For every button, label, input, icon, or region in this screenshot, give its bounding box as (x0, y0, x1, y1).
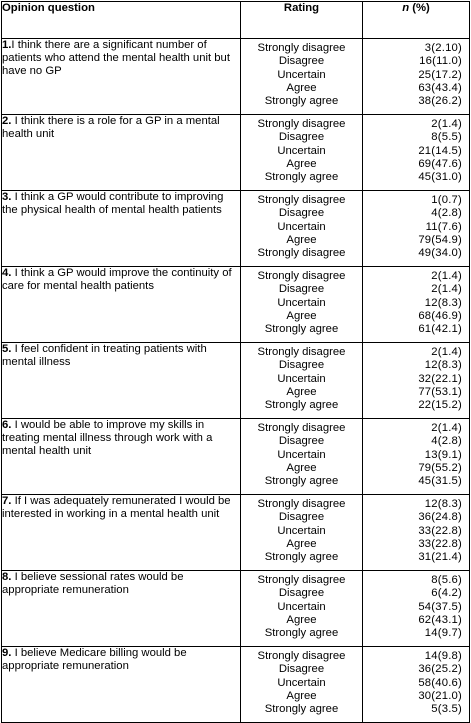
rating-label: Agree (286, 157, 317, 170)
n-percent-value: 49(34.0) (418, 247, 462, 260)
rating-label: Agree (286, 385, 317, 398)
n-percent-value: 2(1.4) (431, 422, 462, 434)
rating-label: Strongly agree (264, 171, 339, 184)
rating-label: Strongly disagree (257, 42, 346, 54)
n-percent-value: 2(1.4) (431, 270, 462, 282)
rating-label: Uncertain (277, 676, 326, 689)
opinion-question-cell (2, 571, 241, 647)
rating-label: Agree (286, 613, 317, 626)
rating-label: Disagree (278, 131, 325, 144)
n-percent-value: 79(54.9) (418, 233, 462, 246)
n-percent-value: 61(42.1) (418, 323, 462, 336)
n-percent-value: 3(2.10) (424, 42, 462, 54)
rating-label: Strongly agree (264, 399, 339, 412)
rating-label: Uncertain (277, 448, 326, 461)
n-percent-value: 21(14.5) (418, 144, 462, 157)
rating-label: Disagree (278, 283, 325, 296)
n-percent-value: 79(55.2) (418, 461, 462, 474)
opinion-table (1, 1, 470, 723)
question-text: I believe sessional rates would be appropriate remuneration (2, 571, 184, 596)
rating-label: Uncertain (277, 600, 326, 613)
opinion-question-cell (2, 647, 241, 723)
question-number: 6. (2, 419, 12, 431)
n-percent-value: 77(53.1) (418, 385, 462, 398)
n-percent-value: 33(22.8) (418, 537, 462, 550)
rating-label: Strongly disagree (257, 422, 346, 434)
n-percent-value: 62(43.1) (418, 613, 462, 626)
rating-label: Strongly disagree (257, 574, 346, 586)
n-percent-value: 4(2.8) (431, 207, 462, 220)
n-percent-value: 58(40.6) (418, 676, 462, 689)
question-text: I think a GP would improve the continuity of care for mental health patients (2, 267, 232, 292)
header-n-percent (363, 2, 470, 39)
n-percent-value: 69(47.6) (418, 157, 462, 170)
header-n: n (402, 2, 410, 14)
n-percent-value: 30(21.0) (418, 689, 462, 702)
rating-label: Strongly agree (264, 475, 339, 488)
n-percent-value: 2(1.4) (431, 346, 462, 358)
rating-cell (241, 343, 363, 419)
question-text: I believe Medicare billing would be appropriate remuneration (2, 647, 187, 672)
n-percent-value: 54(37.5) (418, 600, 462, 613)
rating-label: Agree (286, 233, 317, 246)
rating-label: Disagree (278, 55, 325, 68)
table-row (2, 343, 470, 419)
table-row (2, 115, 470, 191)
n-percent-value: 45(31.5) (418, 475, 462, 488)
rating-cell (241, 191, 363, 267)
question-text: If I was adequately remunerated I would be interested in working in a mental health unit (2, 495, 231, 520)
n-percent-cell (363, 419, 470, 495)
n-percent-cell (363, 647, 470, 723)
question-text: I feel confident in treating patients with mental illness (2, 343, 207, 368)
n-percent-cell (363, 115, 470, 191)
rating-label: Strongly agree (264, 323, 339, 336)
rating-cell (241, 39, 363, 115)
opinion-question-cell (2, 495, 241, 571)
table-row (2, 191, 470, 267)
question-number: 4. (2, 267, 12, 279)
n-percent-value: 11(7.6) (425, 220, 462, 233)
n-percent-value: 63(43.4) (418, 81, 462, 94)
rating-cell (241, 647, 363, 723)
rating-label: Uncertain (277, 372, 326, 385)
opinion-question-cell (2, 267, 241, 343)
n-percent-value: 14(9.7) (424, 627, 462, 640)
question-text: I think there is a role for a GP in a mental health unit (2, 115, 220, 140)
n-percent-value: 31(21.4) (418, 551, 462, 564)
rating-label: Agree (286, 461, 317, 474)
n-percent-cell (363, 343, 470, 419)
rating-label: Uncertain (277, 524, 326, 537)
rating-label: Strongly agree (264, 627, 339, 640)
rating-label: Uncertain (277, 296, 326, 309)
question-number: 8. (2, 571, 12, 583)
opinion-question-cell (2, 115, 241, 191)
opinion-question-cell (2, 419, 241, 495)
n-percent-value: 14(9.8) (424, 650, 462, 662)
header-percent: (%) (412, 2, 430, 14)
n-percent-value: 45(31.0) (418, 171, 462, 184)
n-percent-value: 22(15.2) (418, 399, 462, 412)
rating-label: Uncertain (277, 144, 326, 157)
n-percent-value: 12(8.3) (424, 296, 462, 309)
header-rating: Rating (241, 2, 363, 39)
question-number: 3. (2, 191, 12, 203)
table-row (2, 419, 470, 495)
rating-label: Disagree (278, 359, 325, 372)
rating-label: Disagree (278, 663, 325, 676)
n-percent-cell (363, 267, 470, 343)
n-percent-cell (363, 191, 470, 267)
n-percent-cell (363, 571, 470, 647)
n-percent-value: 12(8.3) (424, 359, 462, 372)
table-row (2, 647, 470, 723)
rating-label: Disagree (278, 207, 325, 220)
table-row (2, 39, 470, 115)
n-percent-value: 36(24.8) (418, 511, 462, 524)
n-percent-value: 38(26.2) (418, 95, 462, 108)
rating-cell (241, 419, 363, 495)
rating-label: Agree (286, 309, 317, 322)
n-percent-value: 33(22.8) (418, 524, 462, 537)
rating-cell (241, 267, 363, 343)
n-percent-cell (363, 39, 470, 115)
question-number: 2. (2, 115, 12, 127)
rating-cell (241, 495, 363, 571)
header-question: Opinion question (2, 2, 241, 39)
rating-label: Agree (286, 537, 317, 550)
n-percent-value: 16(11.0) (419, 55, 462, 68)
question-text: I would be able to improve my skills in treating mental illness through work with a mental health unit (2, 419, 213, 457)
opinion-question-cell (2, 343, 241, 419)
rating-label: Strongly disagree (257, 270, 346, 282)
header-row (2, 2, 470, 39)
rating-label: Agree (286, 81, 317, 94)
question-number: 1. (2, 39, 12, 51)
question-number: 5. (2, 343, 12, 355)
rating-label: Strongly disagree (257, 346, 346, 358)
opinion-question-cell (2, 39, 241, 115)
question-number: 9. (2, 647, 12, 659)
n-percent-value: 12(8.3) (424, 498, 462, 510)
rating-label: Strongly agree (264, 703, 339, 716)
rating-label: Strongly disagree (257, 498, 346, 510)
n-percent-value: 25(17.2) (418, 68, 462, 81)
n-percent-value: 2(1.4) (431, 283, 462, 296)
n-percent-value: 5(3.5) (431, 703, 462, 716)
question-text: I think there are a significant number of patients who attend the mental health unit but have no GP (2, 39, 230, 77)
rating-label: Disagree (278, 587, 325, 600)
n-percent-value: 13(9.1) (424, 448, 462, 461)
question-text: I think a GP would contribute to improving the physical health of mental health patients (2, 191, 224, 216)
rating-label: Strongly agree (264, 95, 339, 108)
n-percent-value: 2(1.4) (431, 118, 462, 130)
rating-label: Uncertain (277, 68, 326, 81)
rating-label: Disagree (278, 435, 325, 448)
n-percent-value: 8(5.6) (431, 574, 462, 586)
table-row (2, 495, 470, 571)
rating-label: Strongly disagree (257, 247, 346, 260)
rating-label: Disagree (278, 511, 325, 524)
n-percent-value: 4(2.8) (431, 435, 462, 448)
n-percent-value: 36(25.2) (418, 663, 462, 676)
table-body (2, 39, 470, 723)
rating-label: Strongly disagree (257, 194, 346, 206)
table-row (2, 267, 470, 343)
n-percent-value: 68(46.9) (418, 309, 462, 322)
rating-label: Agree (286, 689, 317, 702)
n-percent-value: 8(5.5) (431, 131, 462, 144)
n-percent-value: 1(0.7) (431, 194, 462, 206)
n-percent-value: 32(22.1) (418, 372, 462, 385)
question-number: 7. (2, 495, 12, 507)
rating-label: Uncertain (277, 220, 326, 233)
rating-label: Strongly disagree (257, 650, 346, 662)
rating-label: Strongly agree (264, 551, 339, 564)
opinion-question-cell (2, 191, 241, 267)
rating-label: Strongly disagree (257, 118, 346, 130)
rating-cell (241, 571, 363, 647)
n-percent-value: 6(4.2) (431, 587, 462, 600)
n-percent-cell (363, 495, 470, 571)
table-row (2, 571, 470, 647)
rating-cell (241, 115, 363, 191)
